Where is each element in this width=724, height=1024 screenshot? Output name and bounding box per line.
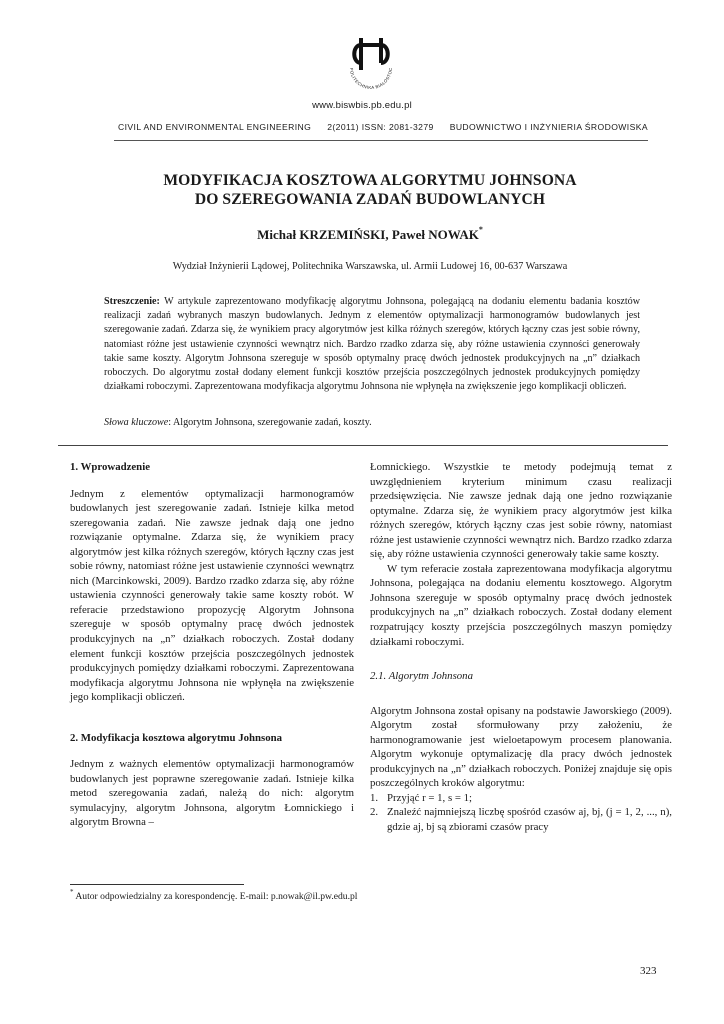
journal-issue: 2(2011) ISSN: 2081-3279 — [327, 122, 434, 132]
section-heading-introduction: 1. Wprowadzenie — [70, 461, 150, 473]
keywords-label: Słowa kluczowe — [104, 417, 169, 428]
paragraph: Algorytm Johnsona został opisany na podstawie Jaworskiego (2009). Algorytm został sformułowany przy założeniu, że harmonogramowanie jest wieloetapowym procesem planowania. Algorytm wykonuje optymalizację dla pracy dwóch jednostek produkcyjnych na „n” działkach roboczych. Poniżej znajduje się opis poszczególnych kroków algorytmu: — [370, 704, 672, 790]
site-url[interactable]: www.biswbis.pb.edu.pl — [312, 100, 412, 111]
journal-name-pl: BUDOWNICTWO I INŻYNIERIA ŚRODOWISKA — [449, 122, 648, 132]
list-item — [370, 805, 672, 834]
algorithm-steps-list — [370, 791, 672, 835]
footnote-text: Autor odpowiedzialny za korespondencję. E-mail: p.nowak@il.pw.edu.pl — [73, 891, 358, 902]
footnote-mark: * — [70, 888, 74, 896]
paper-title — [70, 171, 670, 209]
corresponding-author-mark: * — [478, 225, 483, 234]
author-list — [70, 227, 670, 243]
paragraph: Łomnickiego. Wszystkie te metody podejmują temat z uwzględnieniem kryterium minimum czasu realizacji przedsięwzięcia. Nie zawsze jednak dają one jedno rozwiązanie optymalne. Zdarza się, że wynikiem pracy algorytmów jest kilka różnych szeregów, których łączny czas jest sobie równy, natomiast różne jest ustawienie czynności wewnątrz nich. Bardzo rzadko zdarza się, aby różne ustawienia czynności generowały takie same koszty. — [370, 461, 672, 561]
author-names: Michał KRZEMIŃSKI, Paweł NOWAK — [257, 227, 479, 242]
section-divider — [58, 445, 668, 446]
right-column — [370, 460, 672, 835]
keywords-text: : Algorytm Johnsona, szeregowanie zadań, koszty. — [168, 417, 372, 428]
list-item — [370, 791, 672, 806]
logo-text: POLITECHNIKA BIAŁOSTOC — [348, 67, 394, 91]
footnote — [70, 888, 630, 902]
title-line-2: DO SZEREGOWANIA ZADAŃ BUDOWLANYCH — [194, 191, 546, 208]
header-rule — [114, 140, 648, 141]
paragraph: W tym referacie została zaprezentowana modyfikacja algorytmu Johnsona, polegająca na dodaniu elementu kosztowego. Algorytm Johnsona szereguje w sposób optymalny pracę dwóch jednostek produkcyjnych na „n” działkach roboczych. Został dodany element rozpatrujący koszty przejścia poszczególnych maszyn pomiędzy działkami roboczymi. — [370, 562, 672, 648]
step-text: Przyjąć r = 1, s = 1; — [387, 791, 473, 804]
affiliation: Wydział Inżynierii Lądowej, Politechnika Warszawska, ul. Armii Ludowej 16, 00-637 Warszawa — [172, 261, 568, 272]
section-heading-modification: 2. Modyfikacja kosztowa algorytmu Johnsona — [70, 731, 283, 744]
step-number: 1. — [370, 791, 379, 804]
journal-name-en: CIVIL AND ENVIRONMENTAL ENGINEERING — [118, 122, 312, 132]
university-logo — [340, 32, 402, 94]
abstract-text: W artykule zaprezentowano modyfikację algorytmu Johnsona, polegającą na dodaniu elementu badania kosztów realizacji zadań wybranych maszyn budowlanych. Jednym z elementów optymalizacji harmonogramów budowlanych jest szeregowanie zadań. Zdarza się, że wynikiem pracy algorytmów jest kilka różnych szeregów, których łączny czas jest sobie równy, natomiast różne jest ustawienie czynności wewnątrz nich. Bardzo rzadko zdarza się, aby różne ustawienia czynności generowały takie same koszty. Algorytm Johnsona szereguje w sposób optymalny pracę dwóch jednostek produkcyjnych na „n” działkach roboczych. Do algorytmu został dodany element funkcji kosztów przejścia poszczególnych jednostek produkcyjnych pomiędzy działkami roboczymi. Zaprezentowana modyfikacja algorytmu Johnsona nie wpłynęła na zwiększenie jego komplikacji obliczeń. — [104, 296, 640, 393]
step-text: Znaleźć najmniejszą liczbę spośród czasów aj, bj, (j = 1, 2, ..., n), gdzie aj, bj są zbiorami czasów pracy — [387, 806, 672, 834]
paragraph: Jednym z elementów optymalizacji harmonogramów budowlanych jest szeregowanie zadań. Istnieje kilka metod szeregowania zadań. Nie zawsze jednak dają one jedno rozwiązanie optymalne. Zdarza się, że wynikiem pracy algorytmów jest kilka różnych szeregów, których łączny czas jest sobie równy, natomiast różne jest ustawienie czynności wewnątrz nich (Marcinkowski, 2009). Bardzo rzadko zdarza się, aby różne ustawienia czynności generowały takie same koszty robót. W referacie przedstawiono propozycję Algorytm Johnsona szereguje w sposób optymalny pracę dwóch jednostek produkcyjnych na „n” działkach roboczych. Został dodany element funkcji kosztów przejścia poszczególnych jednostek produkcyjnych pomiędzy działkami roboczymi. Zaprezentowana modyfikacja algorytmu Johnsona nie wpłynęła na zwiększenie jego komplikacji obliczeń. — [70, 487, 354, 704]
step-number: 2. — [370, 806, 379, 819]
abstract-label: Streszczenie: — [104, 296, 160, 307]
title-line-1: MODYFIKACJA KOSZTOWA ALGORYTMU JOHNSONA — [163, 172, 577, 189]
page-number: 323 — [640, 965, 657, 977]
keywords — [104, 416, 640, 430]
abstract — [104, 295, 640, 394]
footnote-rule — [70, 884, 244, 885]
paragraph: Jednym z ważnych elementów optymalizacji harmonogramów budowlanych jest poprawne szeregowanie zadań. Istnieje kilka metod szeregowania zadań, należą do nich: algorytm symulacyjny, algorytm Johnsona, algorytm Łomnickiego i algorytm Browna – — [70, 758, 354, 829]
subsection-heading-johnson-algorithm: 2.1. Algorytm Johnsona — [370, 670, 473, 683]
journal-bar — [118, 122, 648, 132]
left-column — [70, 460, 354, 830]
